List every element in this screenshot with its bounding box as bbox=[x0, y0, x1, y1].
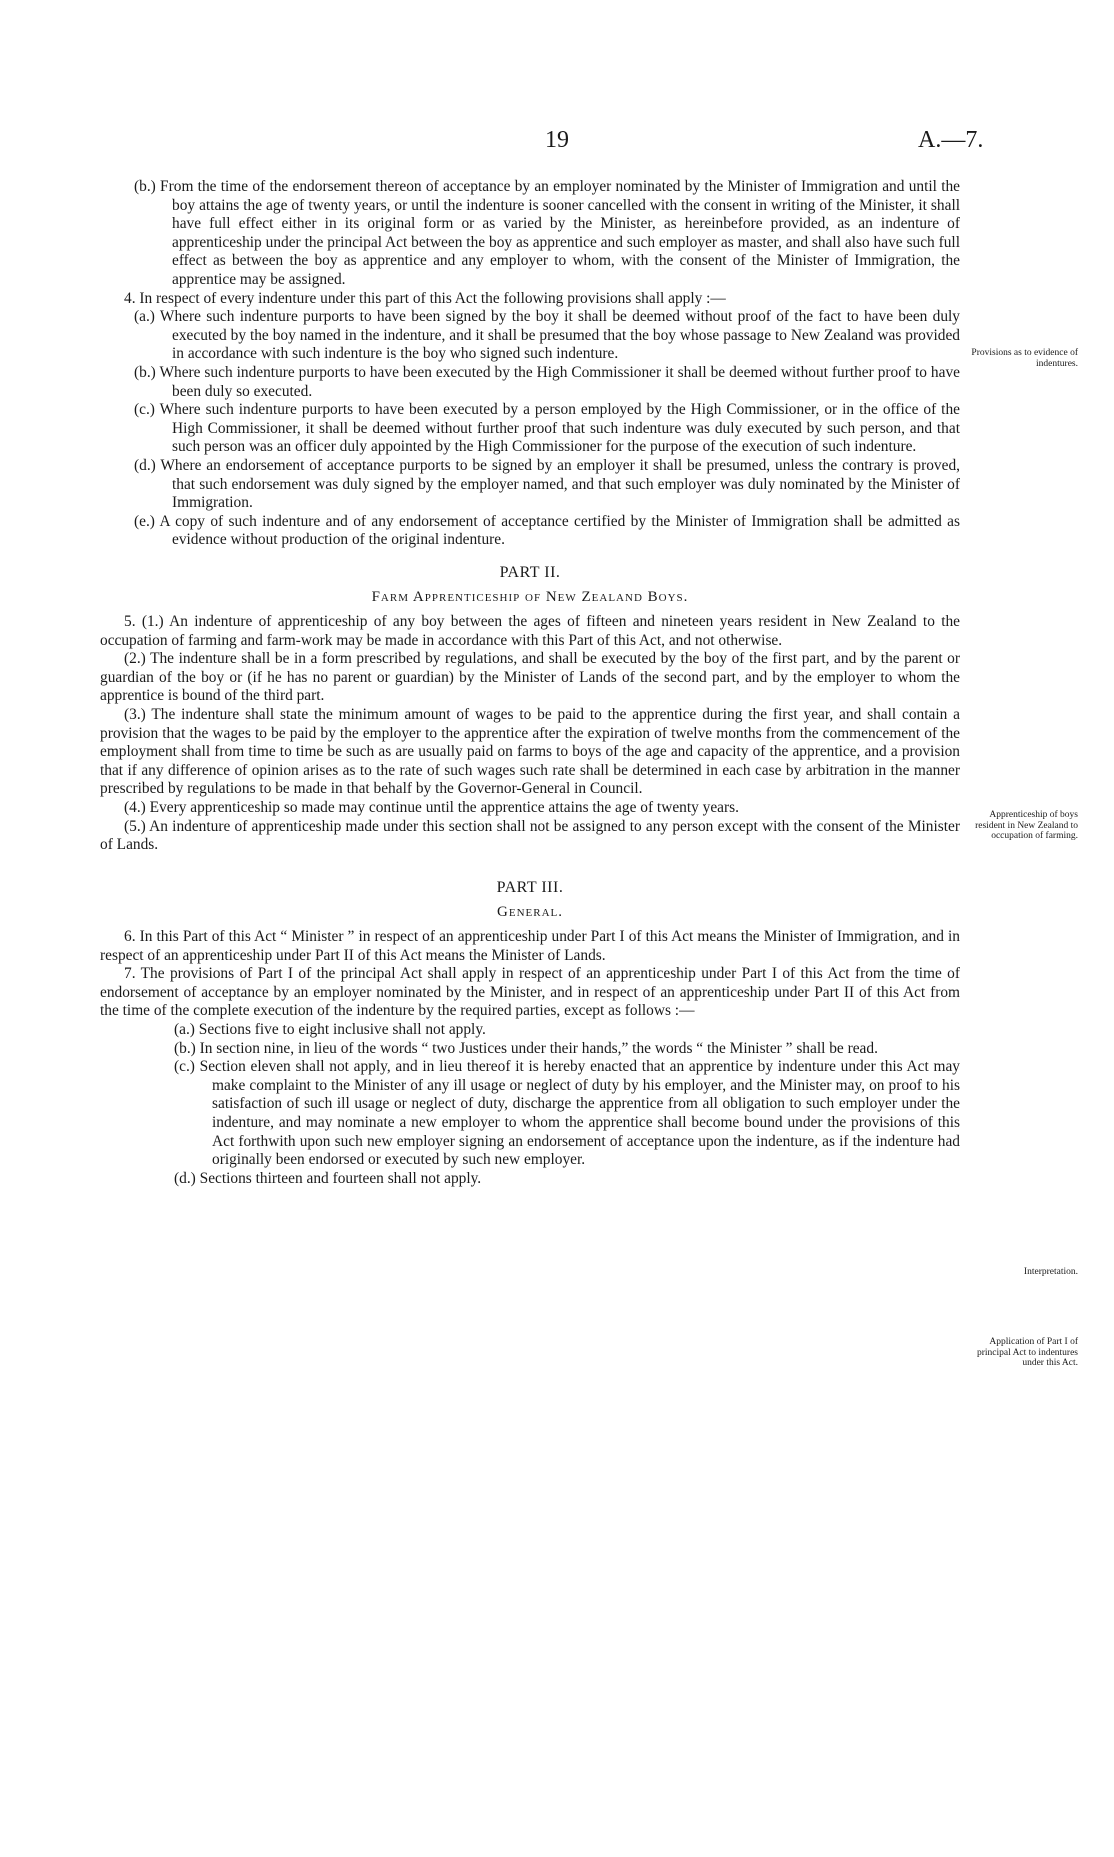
para-7b: (b.) In section nine, in lieu of the words “ two Justices under their hands,” the words “ the Minister ” shall be read. bbox=[174, 1039, 878, 1057]
para-7c: (c.) Section eleven shall not apply, and in lieu thereof it is hereby enacted that an apprentice by indenture under this Act may make complaint to the Minister of any ill usage or neglect of duty by his employer, and the Minister may, on proof to his satisfaction of such ill usage or neglect of duty, discharge the apprentice from all obligation to such employer under the indenture, and may nominate a new employer to whom the apprentice shall become bound under the provisions of this Act forthwith upon such new employer signing an endorsement of acceptance upon the indenture, as if the indenture had originally been endorsed or executed by such new employer. bbox=[174, 1058, 960, 1169]
section-5-2: (2.) The indenture shall be in a form prescribed by regulations, and shall be executed by the boy of the first part, and by the parent or guardian of the boy or (if he has no parent or guardian) by the Minister of Lands of the second part, and by the employer to whom the apprentice is bound of the third part. bbox=[100, 650, 960, 705]
para-4b: (b.) From the time of the endorsement thereon of acceptance by an employer nominated by the Minister of Immigration and until the boy attains the age of twenty years, or until the indenture is sooner cancelled with the consent in writing of the Minister, it shall have full effect either in its original form or as varied by the Minister, as hereinbefore provided, as an indenture of apprenticeship under the principal Act between the boy as apprentice and such employer as master, and shall also have such full effect as between the boy as apprentice and any employer to whom, with the consent of the Minister of Immigration, the apprentice may be assigned. bbox=[134, 178, 960, 288]
section-5-4: (4.) Every apprenticeship so made may continue until the apprentice attains the age of twenty years. bbox=[124, 799, 739, 816]
part-2-title: PART II. bbox=[499, 563, 561, 581]
section-5-1: 5. (1.) An indenture of apprenticeship of any boy between the ages of fifteen and nineteen years resident in New Zealand to the occupation of farming and farm-work may be made in accordance with this Part of this Act, and not otherwise. bbox=[100, 613, 960, 649]
para-4c: (c.) Where such indenture purports to have been executed by a person employed by the High Commissioner, or in the office of the High Commissioner, it shall be deemed without further proof that such indenture was duly executed by such person, and that such person was an officer duly appointed by the High Commissioner for the purpose of the execution of such indenture. bbox=[134, 401, 960, 456]
section-4: 4. In respect of every indenture under this part of this Act the following provisions shall apply :— bbox=[124, 289, 726, 307]
para-4b2: (b.) Where such indenture purports to have been executed by the High Commissioner it shall be deemed without further proof to have been duly so executed. bbox=[134, 363, 960, 400]
document-reference: A.—7. bbox=[918, 127, 984, 153]
margin-note-evidence: Provisions as to evidence of indentures. bbox=[971, 348, 1078, 369]
part-3-title: PART III. bbox=[496, 878, 564, 896]
margin-note-interpretation: Interpretation. bbox=[1023, 1267, 1078, 1277]
section-5-3: (3.) The indenture shall state the minimum amount of wages to be paid to the apprentice during the first year, and shall contain a provision that the wages to be paid by the employer to the apprentice after the expiration of twelve months from the commencement of the employment shall from time to time be such as are usually paid on farms to boys of the age and capacity of the apprentice, and a provision that if any difference of opinion arises as to the rate of such wages such rate shall be determined in each case by arbitration in the manner prescribed by regulations to be made in that behalf by the Governor-General in Council. bbox=[100, 706, 960, 798]
page-number: 19 bbox=[545, 127, 569, 153]
part-3-heading: General. bbox=[497, 904, 563, 921]
body-text bbox=[100, 178, 960, 1188]
section-6: 6. In this Part of this Act “ Minister ” in respect of an apprenticeship under Part I of this Act means the Minister of Immigration, and in respect of an apprenticeship under Part II of this Act means the Minister of Lands. bbox=[100, 927, 960, 964]
para-4e: (e.) A copy of such indenture and of any endorsement of acceptance certified by the Minister of Immigration shall be admitted as evidence without production of the original indenture. bbox=[134, 512, 960, 549]
margin-note-farm-apprenticeship: Apprenticeship of boys resident in New Zealand to occupation of farming. bbox=[975, 810, 1078, 841]
part-2-heading: Farm Apprenticeship of New Zealand Boys. bbox=[371, 589, 689, 606]
margin-note-application: Application of Part I of principal Act to indentures under this Act. bbox=[976, 1337, 1078, 1368]
section-7: 7. The provisions of Part I of the principal Act shall apply in respect of an apprenticeship under Part I of this Act from the time of endorsement of acceptance by an employer nominated by the Minister, and in respect of an apprenticeship under Part II of this Act from the time of the complete execution of the indenture by the required parties, except as follows :— bbox=[100, 965, 960, 1020]
para-7a: (a.) Sections five to eight inclusive shall not apply. bbox=[174, 1020, 486, 1038]
section-5-5: (5.) An indenture of apprenticeship made under this section shall not be assigned to any person except with the consent of the Minister of Lands. bbox=[100, 817, 960, 854]
para-4a: (a.) Where such indenture purports to have been signed by the boy it shall be deemed without proof of the fact to have been duly executed by the boy named in the indenture, and it shall be presumed that the boy whose passage to New Zealand was provided in accordance with such indenture is the boy who signed such indenture. bbox=[134, 308, 960, 363]
para-7d: (d.) Sections thirteen and fourteen shall not apply. bbox=[174, 1169, 482, 1187]
para-4d: (d.) Where an endorsement of acceptance purports to be signed by an employer it shall be presumed, unless the contrary is proved, that such endorsement was duly signed by the employer named, and that such employer was duly nominated by the Minister of Immigration. bbox=[134, 456, 960, 512]
